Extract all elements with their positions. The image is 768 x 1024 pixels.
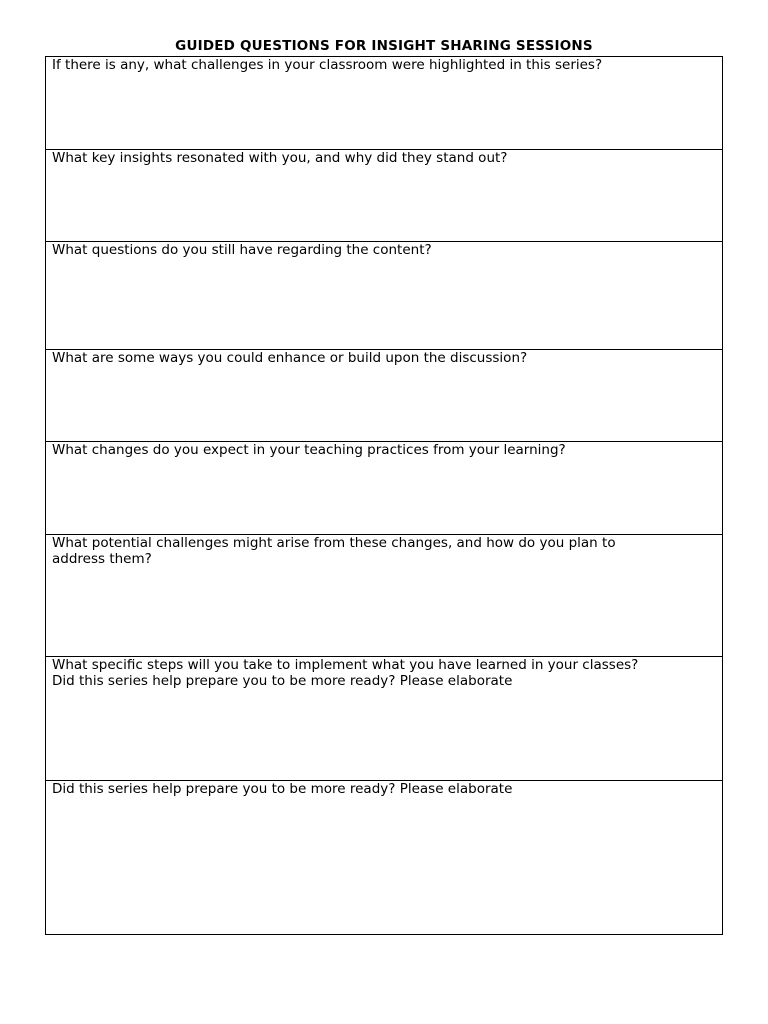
question-row [46, 535, 723, 657]
document-title: GUIDED QUESTIONS FOR INSIGHT SHARING SESSIONS [175, 38, 593, 54]
question-row [46, 150, 723, 242]
question-text: What changes do you expect in your teaching practices from your learning? [52, 442, 566, 458]
question-text: What specific steps will you take to implement what you have learned in your classes? Did this series help prepare you to be more ready? Please elaborate [52, 657, 639, 689]
questions-table [45, 56, 723, 935]
question-cell[interactable] [46, 442, 723, 535]
question-row [46, 242, 723, 350]
question-cell[interactable] [46, 535, 723, 657]
question-cell[interactable] [46, 150, 723, 242]
question-text: What key insights resonated with you, and why did they stand out? [52, 150, 508, 166]
question-row [46, 657, 723, 781]
question-row [46, 350, 723, 442]
question-text: If there is any, what challenges in your classroom were highlighted in this series? [52, 57, 603, 73]
question-cell[interactable] [46, 350, 723, 442]
question-text: Did this series help prepare you to be more ready? Please elaborate [52, 781, 513, 797]
question-row [46, 781, 723, 935]
question-cell[interactable] [46, 781, 723, 935]
question-text: What potential challenges might arise from these changes, and how do you plan to address them? [52, 535, 616, 567]
question-text: What questions do you still have regarding the content? [52, 242, 432, 258]
question-row [46, 442, 723, 535]
question-cell[interactable] [46, 57, 723, 150]
question-cell[interactable] [46, 242, 723, 350]
question-text: What are some ways you could enhance or build upon the discussion? [52, 350, 528, 366]
question-cell[interactable] [46, 657, 723, 781]
question-row [46, 57, 723, 150]
